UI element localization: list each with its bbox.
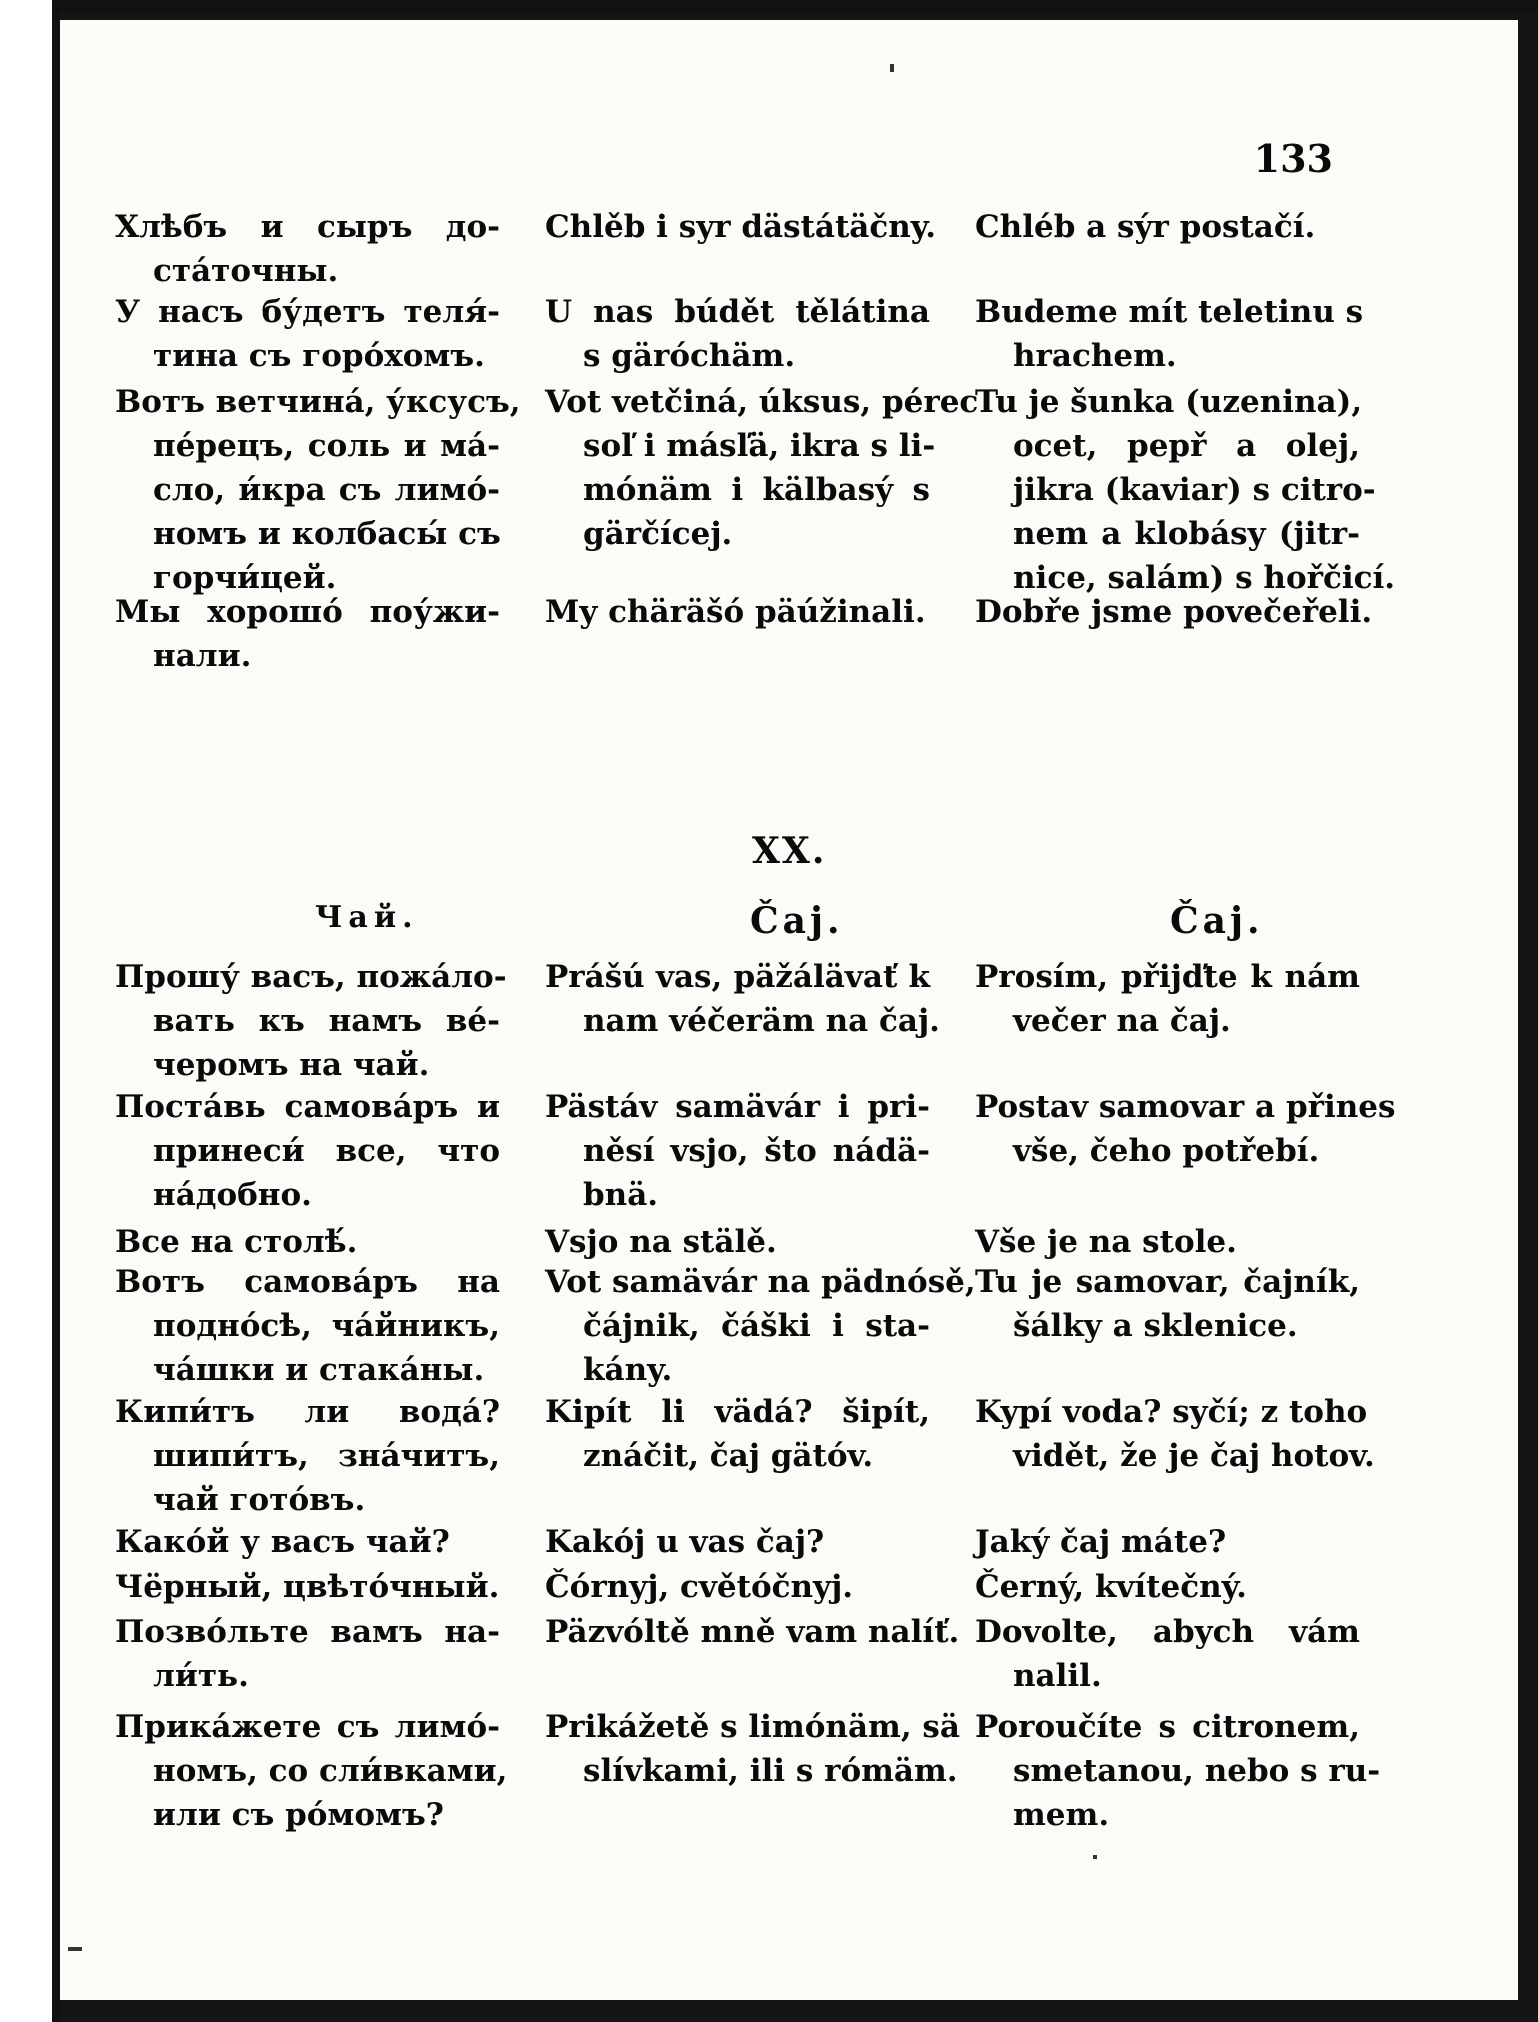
phrase-line: ча́шки и стака́ны. (153, 1352, 485, 1388)
phrase-line: čájnik, čáški i sta- (583, 1308, 930, 1344)
scan-left-margin (0, 0, 60, 2022)
phrase-line: nem a klobásy (jitr- (1013, 516, 1360, 552)
scan-speck (890, 64, 894, 72)
phrase-line: Dobře jsme povečeřeli. (975, 594, 1373, 630)
bottom_rows-russian-phrase (115, 1220, 500, 1264)
phrase-line: пе́рецъ, соль и ма́- (153, 428, 500, 464)
phrase-line: Kypí voda? syčí; z toho (975, 1394, 1368, 1430)
scan-speck (68, 1947, 82, 1951)
phrase-line: mem. (1013, 1797, 1110, 1833)
bottom_rows-russian-phrase (115, 1085, 500, 1217)
phrase-line: номъ, со сли́вками, (153, 1753, 508, 1789)
phrase-line: шипи́тъ, зна́читъ, (153, 1438, 500, 1474)
phrase-line: Kakój u vas čaj? (545, 1524, 825, 1560)
top_rows-russian-phrase (115, 290, 500, 378)
phrase-line: nam véčeräm na čaj. (583, 1003, 940, 1039)
scan-top-border (0, 0, 1538, 12)
phrase-line: Поста́вь самова́ръ и (115, 1089, 500, 1125)
phrase-line: hrachem. (1013, 338, 1177, 374)
top_rows-transliteration-phrase (545, 290, 930, 378)
bottom_rows-russian-phrase (115, 955, 507, 1087)
phrase-line: Позво́льте вамъ на- (115, 1614, 500, 1650)
phrase-line: на́добно. (153, 1177, 312, 1213)
bottom_rows-transliteration-phrase (545, 1085, 930, 1217)
phrase-line: подно́сѣ, ча́йникъ, (153, 1308, 500, 1344)
phrase-line: Poroučíte s citronem, (975, 1709, 1360, 1745)
phrase-line: номъ и колбасы́ съ (153, 516, 501, 552)
top_rows-czech-phrase (975, 590, 1373, 634)
phrase-line: Čórnyj, cvětóčnyj. (545, 1569, 854, 1605)
phrase-line: mónäm i kälbasý s (583, 472, 930, 508)
bottom_rows-czech-phrase (975, 1520, 1360, 1564)
section-title-russian: Чай. (315, 900, 419, 935)
phrase-line: Vsjo na stälě. (545, 1224, 777, 1260)
phrase-line: Černý, kvítečný. (975, 1569, 1247, 1605)
bottom_rows-transliteration-phrase (545, 1610, 960, 1654)
phrase-line: Како́й у васъ чай? (115, 1524, 450, 1560)
bottom_rows-czech-phrase (975, 1705, 1381, 1837)
phrase-line: Pästáv samävár i pri- (545, 1089, 930, 1125)
bottom_rows-russian-phrase (115, 1260, 500, 1392)
top_rows-transliteration-phrase (545, 590, 930, 634)
phrase-line: šálky a sklenice. (1013, 1308, 1298, 1344)
bottom_rows-russian-phrase (115, 1520, 500, 1564)
phrase-line: Vše je na stole. (975, 1224, 1237, 1260)
page-number: 133 (1253, 136, 1333, 181)
bottom_rows-transliteration-phrase (545, 955, 940, 1043)
phrase-line: nalil. (1013, 1658, 1102, 1694)
section-title-transliteration: Čaj. (750, 900, 844, 942)
section-title-czech: Čaj. (1170, 900, 1264, 942)
phrase-line: nice, salám) s hořčicí. (1013, 560, 1396, 596)
phrase-line: něsí vsjo, što nádä- (583, 1133, 930, 1169)
phrase-line: Вотъ ветчина́, у́ксусъ, (115, 384, 521, 420)
phrase-line: vše, čeho potřebí. (1013, 1133, 1320, 1169)
top_rows-czech-phrase (975, 380, 1396, 600)
bottom_rows-russian-phrase (115, 1390, 500, 1522)
phrase-line: jikra (kaviar) s citro- (1013, 472, 1376, 508)
bottom_rows-czech-phrase (975, 1220, 1360, 1264)
top_rows-transliteration-phrase (545, 380, 979, 556)
bottom_rows-transliteration-phrase (545, 1390, 930, 1478)
phrase-line: нали. (153, 638, 252, 674)
phrase-line: Хлѣбъ и сыръ до- (115, 209, 500, 245)
phrase-line: večer na čaj. (1013, 1003, 1231, 1039)
book-page (60, 20, 1518, 2000)
bottom_rows-czech-phrase (975, 1260, 1360, 1348)
bottom_rows-russian-phrase (115, 1705, 508, 1837)
phrase-line: Tu je samovar, čajník, (975, 1264, 1360, 1300)
phrase-line: soľ i másľä, ikra s li- (583, 428, 936, 464)
phrase-line: Кипи́тъ ли вода́? (115, 1394, 500, 1430)
section-number: XX. (752, 830, 827, 872)
phrase-line: slívkami, ili s rómäm. (583, 1753, 958, 1789)
phrase-line: Вотъ самова́ръ на (115, 1264, 500, 1300)
phrase-line: gärčícej. (583, 516, 733, 552)
phrase-line: Prosím, přijďte k nám (975, 959, 1360, 995)
bottom_rows-russian-phrase (115, 1610, 500, 1698)
phrase-line: Чёрный, цвѣто́чный. (115, 1569, 500, 1605)
phrase-line: Budeme mít teletinu s (975, 294, 1364, 330)
phrase-line: s gäróchäm. (583, 338, 796, 374)
bottom_rows-transliteration-phrase (545, 1520, 930, 1564)
top_rows-czech-phrase (975, 205, 1360, 249)
phrase-line: znáčit, čaj gätóv. (583, 1438, 874, 1474)
phrase-line: чай гото́въ. (153, 1482, 366, 1518)
phrase-line: smetanou, nebo s ru- (1013, 1753, 1381, 1789)
phrase-line: горчи́цей. (153, 560, 337, 596)
phrase-line: сло, и́кра съ лимо́- (153, 472, 500, 508)
bottom_rows-czech-phrase (975, 1390, 1375, 1478)
phrase-line: U nas búdět tělátina (545, 294, 930, 330)
phrase-line: Vot samävár na pädnósě, (545, 1264, 976, 1300)
phrase-line: Dovolte, abych vám (975, 1614, 1360, 1650)
phrase-line: vidět, že je čaj hotov. (1013, 1438, 1375, 1474)
phrase-line: Все на столѣ́. (115, 1224, 358, 1260)
bottom_rows-transliteration-phrase (545, 1705, 960, 1793)
bottom_rows-czech-phrase (975, 1085, 1396, 1173)
phrase-line: Chlěb i syr dästátäčny. (545, 209, 937, 245)
phrase-line: или съ ро́момъ? (153, 1797, 444, 1833)
phrase-line: вать къ намъ ве́- (153, 1003, 500, 1039)
scan-speck (1093, 1855, 1097, 1859)
phrase-line: Prikážetě s limónäm, sä (545, 1709, 960, 1745)
phrase-line: ocet, pepř a olej, (1013, 428, 1360, 464)
phrase-line: Прошу́ васъ, пожа́ло- (115, 959, 507, 995)
bottom_rows-czech-phrase (975, 955, 1360, 1043)
bottom_rows-transliteration-phrase (545, 1260, 976, 1392)
phrase-line: Päzvóltě mně vam nalíť. (545, 1614, 960, 1650)
bottom_rows-russian-phrase (115, 1565, 500, 1609)
top_rows-russian-phrase (115, 590, 500, 678)
phrase-line: bnä. (583, 1177, 659, 1213)
top_rows-transliteration-phrase (545, 205, 937, 249)
bottom_rows-czech-phrase (975, 1565, 1360, 1609)
bottom_rows-czech-phrase (975, 1610, 1360, 1698)
top_rows-russian-phrase (115, 380, 521, 600)
phrase-line: My chäräšó päúžinali. (545, 594, 926, 630)
bottom_rows-transliteration-phrase (545, 1565, 930, 1609)
phrase-line: Prášú vas, päžálävať k (545, 959, 930, 995)
phrase-line: Tu je šunka (uzenina), (975, 384, 1363, 420)
phrase-line: Chléb a sýr postačí. (975, 209, 1316, 245)
phrase-line: Прика́жете съ лимо́- (115, 1709, 500, 1745)
bottom_rows-transliteration-phrase (545, 1220, 930, 1264)
top_rows-czech-phrase (975, 290, 1364, 378)
phrase-line: ли́ть. (153, 1658, 249, 1694)
phrase-line: принеси́ все, что (153, 1133, 500, 1169)
phrase-line: черомъ на чай. (153, 1047, 430, 1083)
phrase-line: У насъ бу́детъ теля́- (115, 294, 500, 330)
phrase-line: ста́точны. (153, 253, 339, 289)
phrase-line: Kipít li vädá? šipít, (545, 1394, 930, 1430)
phrase-line: Postav samovar a přines (975, 1089, 1396, 1125)
phrase-line: Мы хорошо́ поу́жи- (115, 594, 500, 630)
phrase-line: Vot vetčiná, úksus, pérec (545, 384, 979, 420)
phrase-line: Jaký čaj máte? (975, 1524, 1227, 1560)
phrase-line: kány. (583, 1352, 673, 1388)
phrase-line: тина съ горо́хомъ. (153, 338, 485, 374)
top_rows-russian-phrase (115, 205, 500, 293)
